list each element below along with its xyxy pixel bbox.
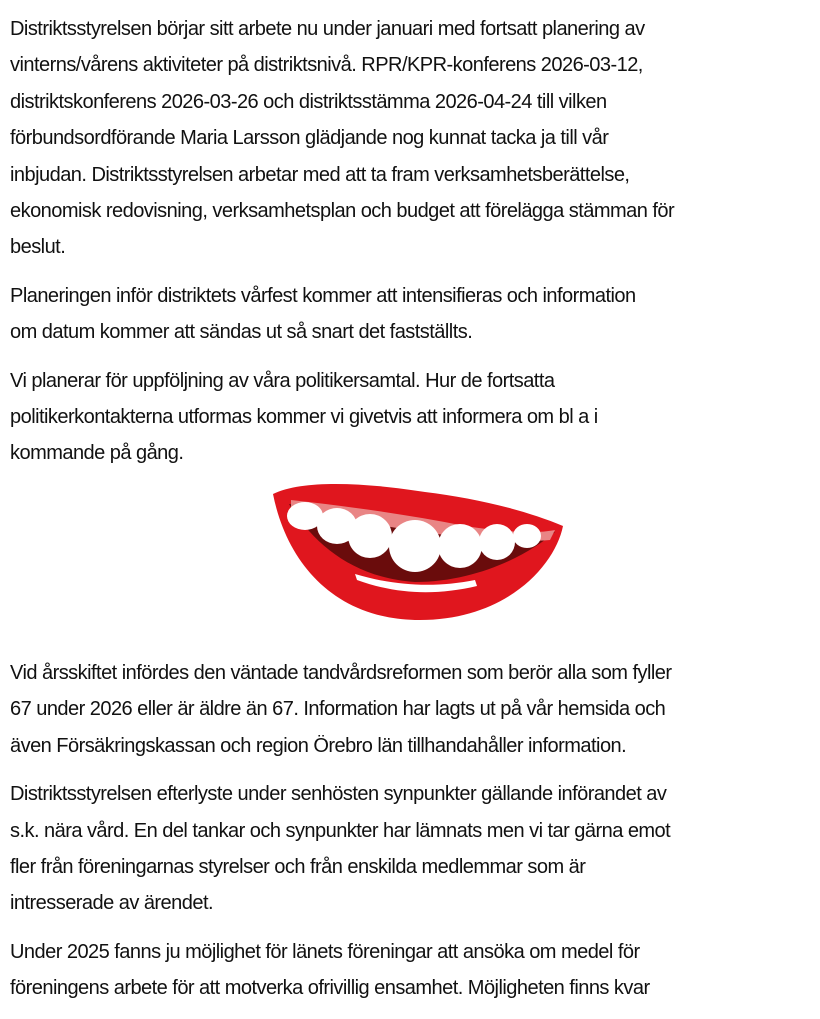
smiling-lips-icon <box>265 474 565 624</box>
paragraph <box>10 11 816 266</box>
paragraph <box>10 363 816 472</box>
text-line: distriktskonferens 2026-03-26 och distriktsstämma 2026-04-24 till vilken <box>10 90 607 113</box>
text-line: vinterns/vårens aktiviteter på distriktsnivå. RPR/KPR-konferens 2026-03-12, <box>10 54 643 77</box>
text-line: Planeringen inför distriktets vårfest kommer att intensifieras och information <box>10 284 636 307</box>
text-line: 67 under 2026 eller är äldre än 67. Information har lagts ut på vår hemsida och <box>10 698 666 721</box>
text-line: s.k. nära vård. En del tankar och synpunkter har lämnats men vi tar gärna emot <box>10 819 671 842</box>
text-line: Distriktsstyrelsen efterlyste under senhösten synpunkter gällande införandet av <box>10 783 667 806</box>
text-line: även Försäkringskassan och region Örebro län tillhandahåller information. <box>10 734 627 757</box>
text-line: intresserade av ärendet. <box>10 892 213 915</box>
text-line: om datum kommer att sändas ut så snart det fastställts. <box>10 321 473 344</box>
text-line: Under 2025 fanns ju möjlighet för länets föreningar att ansöka om medel för <box>10 940 640 963</box>
text-section-bottom <box>10 655 816 1007</box>
document-body <box>10 11 816 484</box>
text-line: fler från föreningarnas styrelser och från enskilda medlemmar som är <box>10 855 586 878</box>
text-line: Vi planerar för uppföljning av våra politikersamtal. Hur de fortsatta <box>10 369 555 392</box>
text-line: kommande på gång. <box>10 442 184 465</box>
text-line: ekonomisk redovisning, verksamhetsplan och budget att förelägga stämman för <box>10 199 675 222</box>
paragraph <box>10 934 816 1007</box>
paragraph <box>10 776 816 922</box>
paragraph <box>10 655 816 764</box>
text-line: Distriktsstyrelsen börjar sitt arbete nu under januari med fortsatt planering av <box>10 18 645 40</box>
paragraph <box>10 278 816 351</box>
text-line: Vid årsskiftet infördes den väntade tandvårdsreformen som berör alla som fyller <box>10 662 672 684</box>
text-section-top <box>10 11 816 472</box>
document-body-lower <box>10 655 816 1019</box>
text-line: föreningens arbete för att motverka ofrivillig ensamhet. Möjligheten finns kvar <box>10 977 650 1000</box>
text-line: förbundsordförande Maria Larsson glädjande nog kunnat tacka ja till vår <box>10 127 609 150</box>
text-line: politikerkontakterna utformas kommer vi givetvis att informera om bl a i <box>10 405 598 428</box>
text-line: inbjudan. Distriktsstyrelsen arbetar med att ta fram verksamhetsberättelse, <box>10 163 630 186</box>
text-line: beslut. <box>10 236 66 259</box>
